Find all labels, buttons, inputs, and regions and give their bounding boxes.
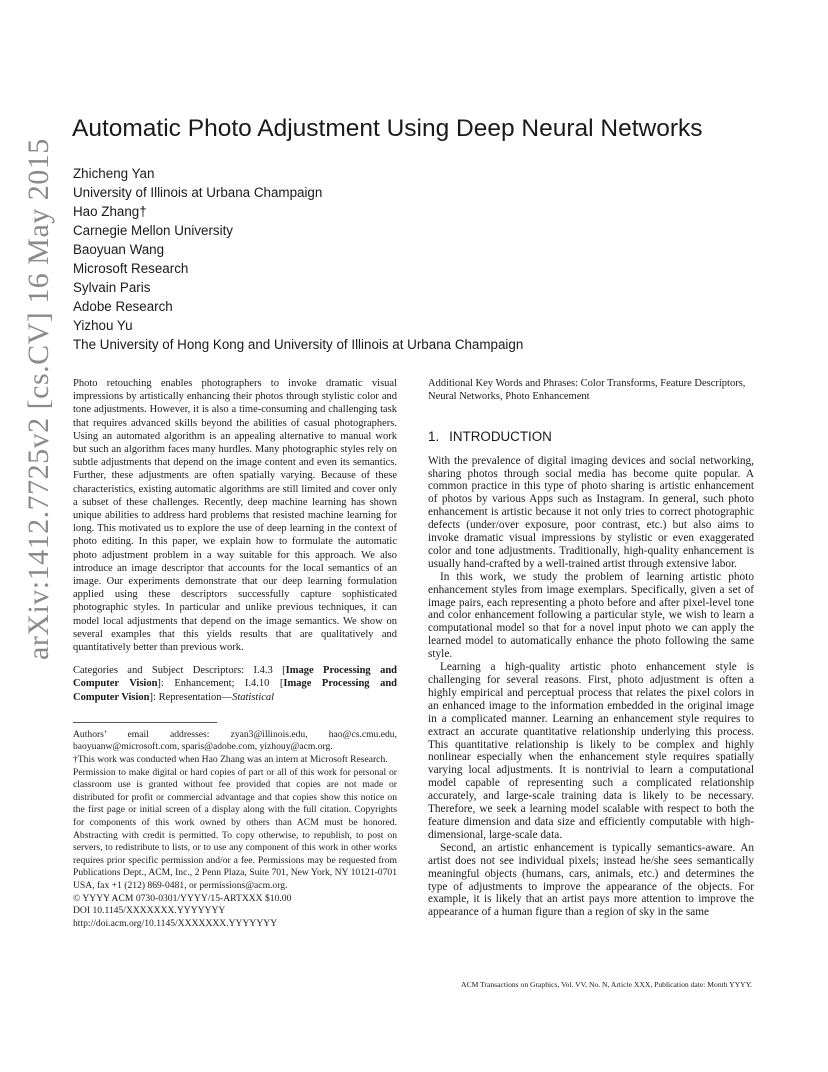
paper-title: Automatic Photo Adjustment Using Deep Neural Networks [72, 115, 703, 142]
right-column [428, 377, 754, 919]
author-name: Sylvain Paris [73, 280, 151, 295]
footnote-copyright: © YYYY ACM 0730-0301/YYYY/15-ARTXXX $10.00 [73, 892, 292, 904]
author-affiliation: Microsoft Research [73, 261, 189, 276]
footnote-divider [73, 722, 217, 723]
footnote-url: http://doi.acm.org/10.1145/XXXXXXX.YYYYYYY [73, 917, 278, 929]
author-affiliation: Adobe Research [73, 299, 173, 314]
author-name: Yizhou Yu [73, 318, 133, 333]
arxiv-identifier-stamp: arXiv:1412.7725v2 [cs.CV] 16 May 2015 [22, 138, 55, 660]
author-affiliation: Carnegie Mellon University [73, 223, 234, 238]
footnote-permission: Permission to make digital or hard copies of part or all of this work for personal or classroom use is granted without fee provided that copies are not made or distributed for profit or commercial advantage and that copies show this notice on the first page or initial screen of a display along with the full citation. Copyrights for components of this work owned by others than ACM must be honored. Abstracting with credit is permitted. To copy otherwise, to republish, to post on servers, to redistribute to lists, or to use any component of this work in other works requires prior specific permission and/or a fee. Permissions may be requested from Publications Dept., ACM, Inc., 2 Penn Plaza, Suite 701, New York, NY 10121-0701 USA, fax +1 (212) 869-0481, or permissions@acm.org. [73, 766, 397, 891]
intro-paragraph: With the prevalence of digital imaging devices and social networking, sharing photos through social media has become quite popular. A common practice in this type of photo sharing is artistic enhancement of photos by various Apps such as Instagram. In general, such photo enhancement is artistic because it not only tries to correct photographic defects (under/over exposure, poor contrast, etc.) but also aims to invoke dramatic visual impressions by stylistic or even exaggerated color and tone adjustments. Traditionally, high-quality enhancement is usually hand-crafted by a well-trained artist through extensive labor. [428, 454, 754, 570]
section-number: 1. [428, 429, 440, 445]
left-column [73, 377, 397, 930]
section-title: INTRODUCTION [449, 429, 552, 445]
author-affiliation: The University of Hong Kong and University of Illinois at Urbana Champaign [73, 337, 524, 352]
footnote-intern: †This work was conducted when Hao Zhang was an intern at Microsoft Research. [73, 754, 388, 766]
author-name: Hao Zhang† [73, 204, 147, 219]
additional-keywords: Additional Key Words and Phrases: Color Transforms, Feature Descriptors, Neural Networks, Photo Enhancement [428, 378, 746, 403]
journal-footer: ACM Transactions on Graphics, Vol. VV, No. N, Article XXX, Publication date: Month YYYY. [461, 980, 752, 989]
intro-paragraph: Learning a high-quality artistic photo enhancement style is challenging for several reasons. First, photo adjustment is often a highly empirical and perceptual process that relates the pixel colors in an enhanced image to the information embedded in the original image in a complicated manner. Learning an enhancement style requires to extract an accurate quantitative relationship underlying this process. This quantitative relationship is likely to be complex and highly nonlinear especially when the enhancement style requires spatially varying local adjustments. It is nontrivial to learn a computational model capable of representing such a complicated relationship accurately, and large-scale training data is likely to be necessary. Therefore, we seek a learning model scalable with respect to both the feature dimension and data size and efficiently computable with high-dimensional, large-scale data. [428, 661, 754, 841]
author-name: Baoyuan Wang [73, 242, 165, 257]
intro-paragraph: In this work, we study the problem of learning artistic photo enhancement styles from image exemplars. Specifically, given a set of image pairs, each representing a photo before and after pixel-level tone and color enhancement following a particular style, we wish to learn a computational model so that for a novel input photo we can apply the learned model to automatically enhance the photo following the same style. [428, 570, 754, 661]
footnote-doi: DOI 10.1145/XXXXXXX.YYYYYYY [73, 905, 226, 917]
introduction-body [428, 455, 754, 920]
section-heading-introduction [428, 430, 754, 443]
abstract: Photo retouching enables photographers to invoke dramatic visual impressions by artistically enhancing their photos through stylistic color and tone adjustments. However, it is also a time-consuming and challenging task that requires advanced skills beyond the abilities of casual photographers. Using an automated algorithm is an appealing alternative to manual work but such an algorithm faces many hurdles. Many photographic styles rely on subtle adjustments that depend on the image content and even its semantics. Further, these adjustments are often spatially varying. Because of these characteristics, existing automatic algorithms are still limited and cover only a subset of these challenges. Recently, deep machine learning has shown unique abilities to address hard problems that resisted machine learning for long. This motivated us to explore the use of deep learning in the context of photo editing. In this paper, we explain how to formulate the automatic photo adjustment problem in a way suitable for this approach. We also introduce an image descriptor that accounts for the local semantics of an image. Our experiments demonstrate that our deep learning formulation applied using these descriptors successfully capture sophisticated photographic styles. In particular and unlike previous techniques, it can model local adjustments that depend on the image semantics. We show on several examples that this yields results that are qualitatively and quantitatively better than previous work. [73, 378, 397, 654]
author-name: Zhicheng Yan [73, 166, 155, 181]
footnote-author-emails: Authors’ email addresses: zyan3@illinois.edu, hao@cs.cmu.edu, baoyuanw@microsoft.com, sparis@adobe.com, yizhouy@acm.org. [73, 728, 397, 753]
author-affiliation: University of Illinois at Urbana Champaign [73, 185, 323, 200]
author-list [73, 164, 523, 354]
intro-paragraph: Second, an artistic enhancement is typically semantics-aware. An artist does not see individual pixels; instead he/she sees semantically meaningful objects (humans, cars, animals, etc.) and determines the type of adjustments to improve the appearance of the objects. For example, it is likely that an artist pays more attention to improve the appearance of a human figure than a region of sky in the same [428, 841, 754, 919]
categories-descriptors: Categories and Subject Descriptors: I.4.3 [Image Processing and Computer Vision]: Enhancement; I.4.10 [Image Processing and Computer Vision]: Representation—Statistical [73, 665, 398, 703]
